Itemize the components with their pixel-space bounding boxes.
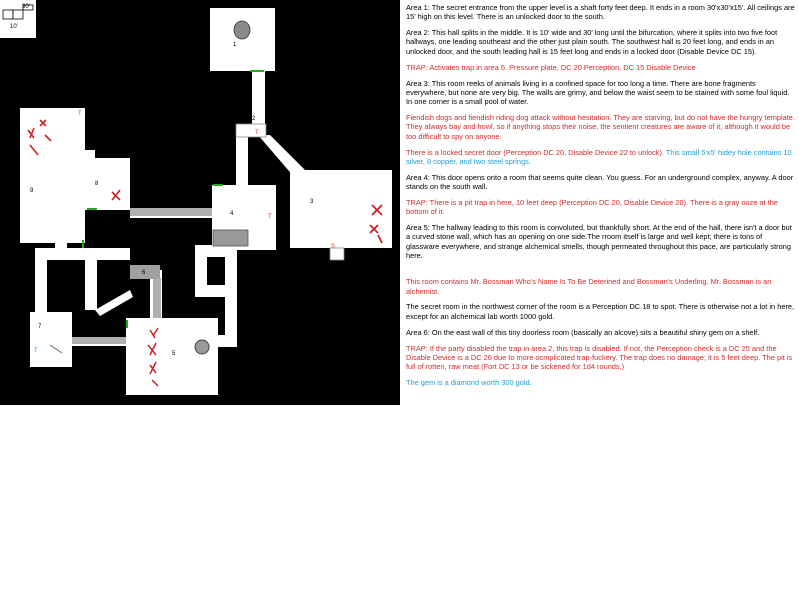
dungeon-notes (406, 3, 796, 394)
room-1 (210, 8, 275, 72)
room-1-label: 1 (233, 42, 237, 48)
curved-stone-wall (195, 340, 209, 354)
note-trap-area-4: TRAP: There is a pit trap in here, 10 feet deep (Perception DC 20, Disable Device 20). There is a gray ooze at the bottom of it. (406, 197, 778, 217)
room-9-label: 9 (30, 188, 34, 194)
room-4 (212, 185, 276, 250)
note-trap-area-6: TRAP: If the party disabled the trap in area 2, this trap is disabled. If not, the Perception check is a DC 25 and the Disable Device is a DC 26 due to more ocmplicated trap-fuckery. The trap does no damage; it is 5 feet deep. The pit is full of rotten, raw meat (Fort DC 13 or be sickened for 1d4 rounds.) (406, 343, 793, 372)
room-6-label: 6 (142, 270, 146, 276)
room-3 (290, 170, 392, 260)
room-8-label: 8 (95, 181, 99, 187)
trap-mark-area-9: T (78, 111, 82, 117)
note-area-3: Area 3: This room reeks of animals living in a confined space for too long a time. There are bone fragments everywhere, but none are very big. The walls are grimy, and below the waist seem to be stained with some foul liquid. In one corner is a small pool of water. (406, 78, 790, 107)
note-area-5: Area 5: The hallway leading to this room is convoluted, but thankfully short. At the end of the hall, there isn't a door but a curved stone wall, which has an opening on one side.The rroom itself is large and well kept; there is tons of glassware everywhere, and strange alchemical smells, though permeated throughout this pace, are particularly strong here. (406, 223, 792, 260)
note-area-6: Area 6: On the east wall of this tiny doorless room (basically an alcove) sits a beautiful shiny gem on a shelf. (406, 327, 760, 337)
scale-label-10: 10' (10, 24, 18, 30)
door-icon (250, 70, 264, 72)
note-area-5-occupants: This room contains Mr. Bossman Who's Name Is To Be Deterined and Bossman's Underling. Mr. Bossman is an alchemist. (406, 277, 772, 296)
room-3-label: 3 (310, 199, 314, 205)
note-secret-door: There is a locked secret door (Perception DC 20, Disable Device 22 to unlock). (406, 147, 666, 157)
note-gem: The gem is a diamond worth 300 gold. (406, 378, 532, 388)
note-area-4: Area 4: This door opens onto a room that seems quite clean. You guess. For an underground complex, anyway. A door stands on the south wall. (406, 172, 794, 192)
room-5-label: 5 (172, 351, 176, 357)
trap-mark-area-2: T (255, 130, 259, 136)
room-4-label: 4 (230, 211, 234, 217)
trap-mark-area-7: T (34, 348, 38, 354)
note-area-1: Area 1: The secret entrance from the upper level is a shaft forty feet deep. It ends in a room 30'x30'x15'. All ceilings are 15' high on this level. There is an unlocked door to the south. (406, 3, 795, 22)
note-area-5-secret: The secret room in the northwest corner of the room is a Perception DC 18 to spot. There is otherwise not a lot in here, except for an alchemical lab worth 1000 gold. (406, 302, 795, 321)
secret-mark: S (331, 244, 336, 250)
trap-mark-area-4: T (268, 214, 272, 220)
note-area-2: Area 2: This hall splits in the middle. It is 10' wide and 30' long until the bifurcation, where it splits into two five foot hallways, one leading southeast and the other just plain south. The southwest hall is 20 feet long, and ends in an unlocked door, and the south leading hall is 15 feet long and ends in a locked door (Disable Device DC 15). (406, 28, 778, 56)
scale-label-30: 30' (22, 4, 30, 10)
room-5 (126, 318, 218, 395)
shaft-icon (234, 21, 250, 39)
room-6 (130, 265, 160, 279)
pit-trap (213, 230, 248, 246)
note-hidey-hole: This small 5'x5' hidey hole contains 10 silver, 8 copper, and two steel springs. (406, 147, 792, 166)
room-7 (30, 312, 72, 367)
note-area-3-secret (406, 148, 796, 167)
room-2-label: 2 (252, 116, 256, 122)
room-9 (20, 108, 85, 243)
note-trap-area-2: TRAP: Activates trap in area 6. Pressure plate, DC 20 Perception, DC 15 Disable Device (406, 62, 696, 72)
room-7-label: 7 (38, 324, 42, 330)
dungeon-map (0, 0, 400, 405)
note-area-3-monsters: Fiendish dogs and fiendish riding dog attack without hesitation. They are starving, but do not have the hungry template. They always bay and howl, so if anything stops their noise, the sentient creatures are aware of it, although it would be too difficult to spy on anyone. (406, 113, 795, 141)
